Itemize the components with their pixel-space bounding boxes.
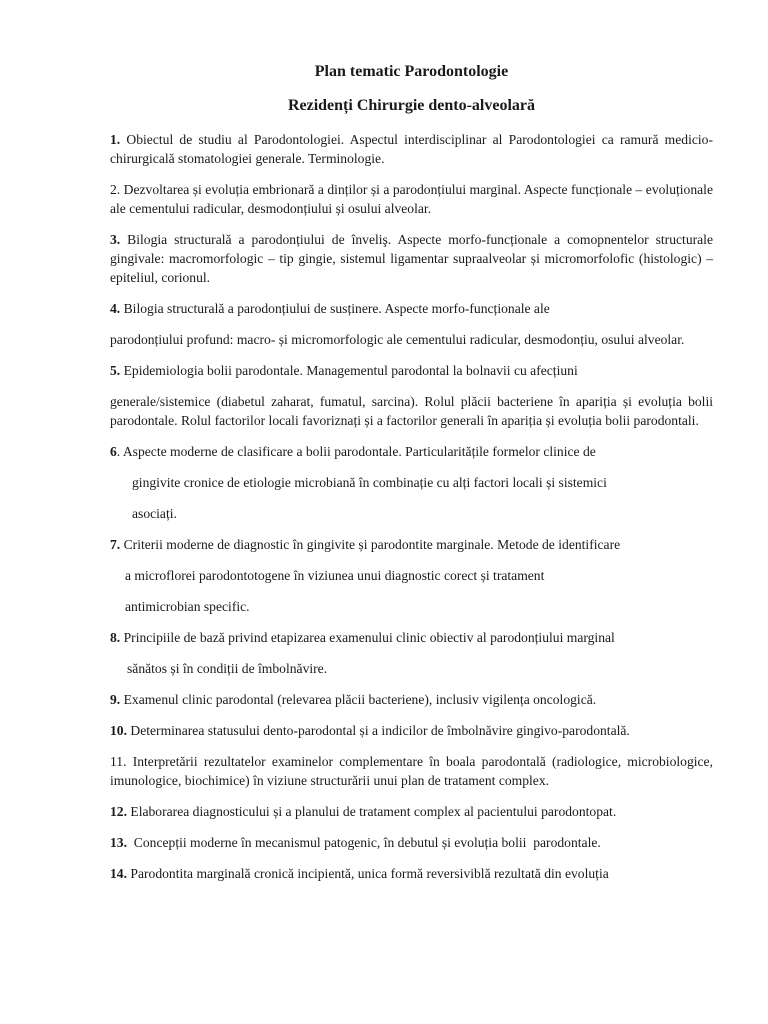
item-number: 9. (110, 692, 121, 707)
list-item-8 (110, 628, 713, 647)
item-number: 10. (110, 723, 127, 738)
list-item-10 (110, 721, 713, 740)
item-text: Obiectul de studiu al Parodontologiei. Aspectul interdisciplinar al Parodontologiei ca ramură medicio-chirurgicală stomatologiei generale. Terminologie. (110, 132, 713, 166)
list-item-5-continuation: generale/sistemice (diabetul zaharat, fumatul, sarcina). Rolul plăcii bacteriene în apariția și evoluția bolii parodontale. Rolul factorilor locali favoriznați și a factorilor generali în apariția și evoluția bolii parodontali. (110, 394, 713, 428)
item-text: Principiile de bază privind etapizarea examenului clinic obiectiv al parodonțiului marginal (120, 630, 615, 645)
document-page (110, 62, 713, 895)
list-item-4-continuation: parodonțiului profund: macro- și micromorfologic ale cementului radicular, desmodonțiu, osului alveolar. (110, 332, 685, 347)
list-item-7-line-2: a microflorei parodontotogene în viziunea unui diagnostic corect și tratament (125, 568, 545, 583)
item-text: Concepții moderne în mecanismul patogenic, în debutul și evoluția bolii parodontale. (127, 835, 601, 850)
list-item-12 (110, 802, 713, 821)
document-subtitle: Rezidenți Chirurgie dento-alveolară (287, 97, 536, 114)
list-item-14 (110, 864, 713, 883)
list-item-2 (110, 180, 713, 218)
item-number: 4. (110, 301, 121, 316)
list-item-11 (110, 752, 713, 790)
item-text: Criterii moderne de diagnostic în gingivite și parodontite marginale. Metode de identificare (120, 537, 621, 552)
item-text: Determinarea statusului dento-parodontal și a indicilor de îmbolnăvire gingivo-parodontală. (127, 723, 630, 738)
item-text: Parodontita marginală cronică incipientă, unica formă reversiviblă rezultată din evoluția (127, 866, 609, 881)
item-number: 8. (110, 630, 121, 645)
item-text: Bilogia structurală a parodonțiului de înveliş. Aspecte morfo-funcționale a comopnentelor structurale gingivale: macromorfologic – tip gingie, sistemul ligamentar supraalveolar și micromorfolofic (histologic) – epiteliul, corionul. (110, 232, 713, 285)
item-number: 3. (110, 232, 121, 247)
item-text: Elaborarea diagnosticului și a planului de tratament complex al pacientului parodontopat. (127, 804, 617, 819)
item-number: 6 (110, 444, 117, 459)
list-item-7 (110, 535, 713, 554)
list-item-5 (110, 361, 713, 380)
item-number: 1. (110, 132, 121, 147)
item-number: 12. (110, 804, 127, 819)
list-item-9 (110, 690, 713, 709)
list-item-6-line-2: gingivite cronice de etiologie microbiană în combinație cu alți factori locali și sistemici (132, 475, 607, 490)
item-text: . Aspecte moderne de clasificare a bolii parodontale. Particularitățile formelor clinice de (116, 444, 596, 459)
document-title: Plan tematic Parodontologie (314, 63, 509, 80)
item-text: Epidemiologia bolii parodontale. Managementul parodontal la bolnavii cu afecțiuni (120, 363, 578, 378)
item-number: 11. (110, 754, 127, 769)
list-item-7-line-3: antimicrobian specific. (125, 599, 250, 614)
item-number: 13. (110, 835, 127, 850)
item-number: 7. (110, 537, 121, 552)
list-item-6-line-3: asociați. (132, 506, 177, 521)
item-number: 2. (110, 182, 121, 197)
item-number: 14. (110, 866, 127, 881)
list-item-4 (110, 299, 713, 318)
list-item-6 (110, 442, 713, 461)
item-text: Dezvoltarea și evoluția embrionară a dinților și a parodonțiului marginal. Aspecte funcționale – evoluționale ale cementului radicular, desmodonțiului și osului alveolar. (110, 182, 713, 216)
item-text: Interpretării rezultatelor examinelor complementare în boala parodontală (radiologice, microbiologice, imunologice, biochimice) în viziune structurării unui plan de tratament complex. (110, 754, 713, 788)
item-number: 5. (110, 363, 121, 378)
item-text: Bilogia structurală a parodonțiului de susținere. Aspecte morfo-funcționale ale (120, 301, 550, 316)
list-item-13 (110, 833, 713, 852)
item-text: Examenul clinic parodontal (relevarea plăcii bacteriene), inclusiv vigilența oncologică. (120, 692, 597, 707)
list-item-8-line-2: sănătos și în condiții de îmbolnăvire. (127, 661, 328, 676)
list-item-3 (110, 230, 713, 287)
list-item-1 (110, 130, 713, 168)
